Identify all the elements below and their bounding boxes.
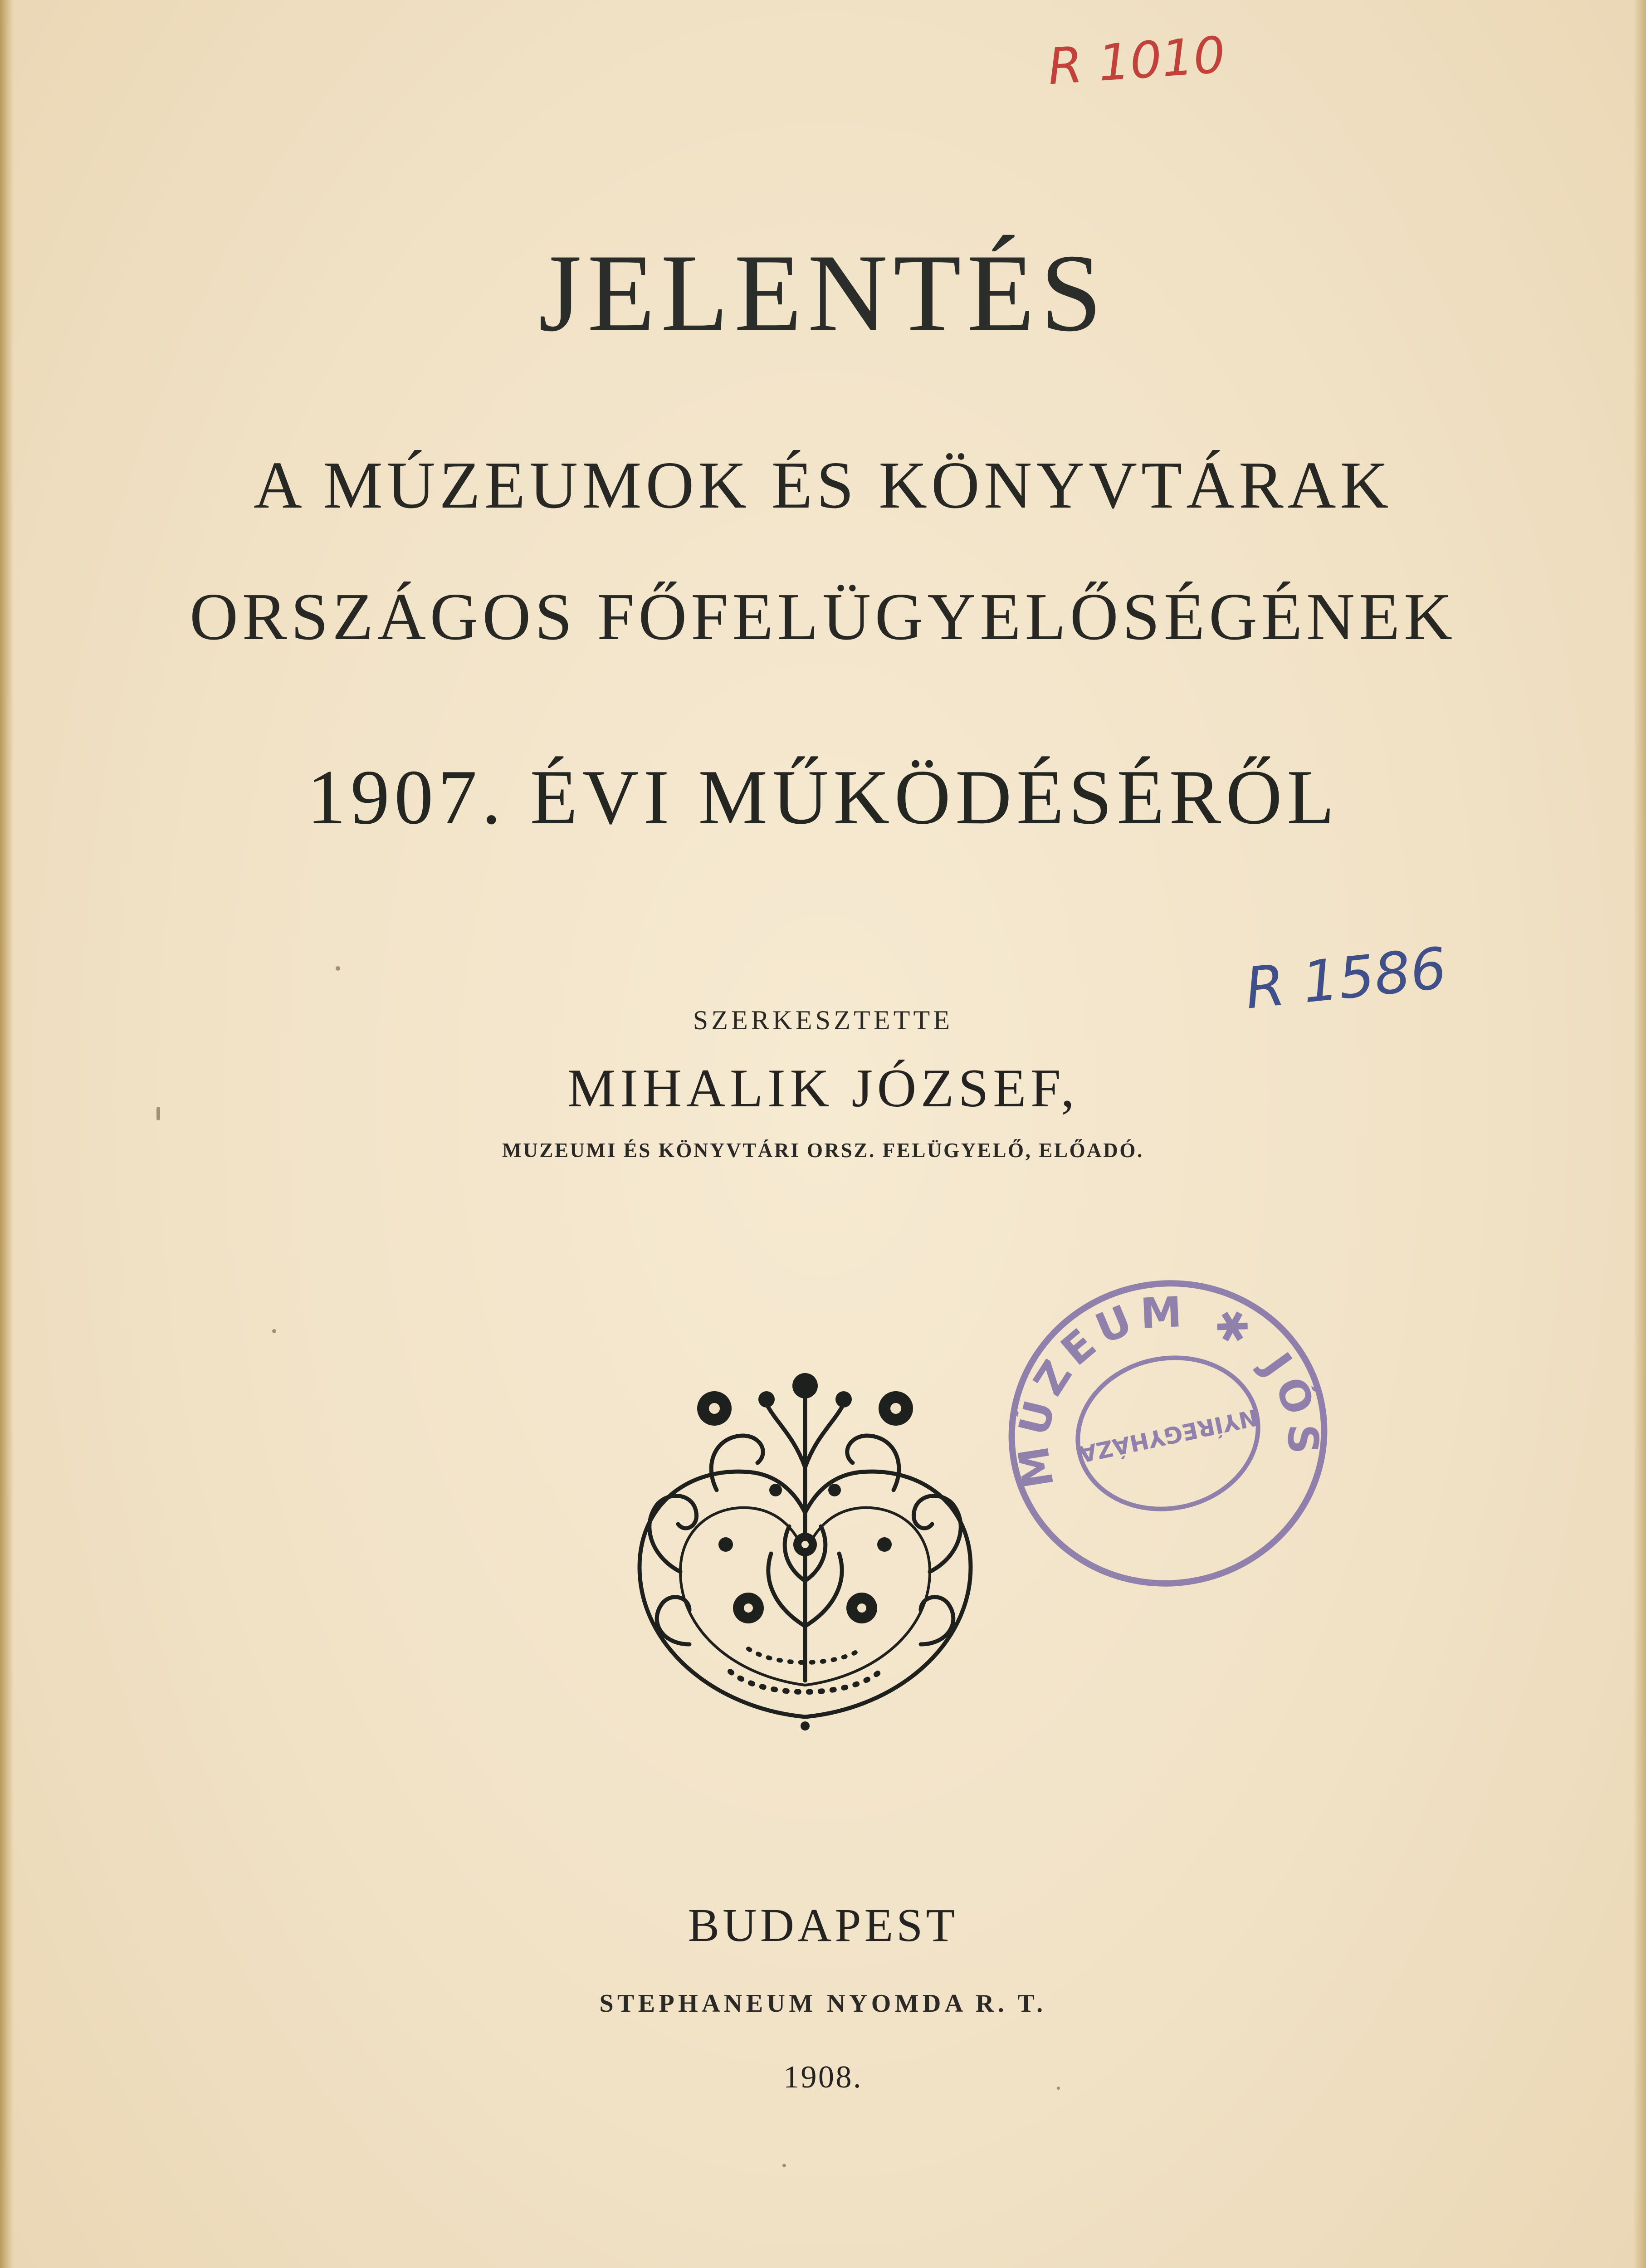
imprint-printer: STEPHANEUM NYOMDA R. T. [599, 1989, 1047, 2018]
paper-speck [156, 1107, 160, 1120]
editor-role: MUZEUMI ÉS KÖNYVTÁRI ORSZ. FELÜGYELŐ, ELŐADÓ. [502, 1139, 1144, 1162]
museum-stamp [998, 1270, 1338, 1597]
stamp-center-text: NYÍREGYHÁZA [1076, 1403, 1260, 1467]
imprint-city: BUDAPEST [688, 1899, 958, 1951]
floral-ornament [612, 1354, 998, 1735]
editor-name: MIHALIK JÓZSEF, [567, 1058, 1079, 1118]
svg-text:MÚZEUM ✱ JÓSA ANDRÁS [998, 1270, 1337, 1531]
subtitle-line-2: ORSZÁGOS FŐFELÜGYELŐSÉGÉNEK [190, 580, 1456, 654]
subtitle-line-3: 1907. ÉVI MŰKÖDÉSÉRŐL [307, 754, 1339, 841]
paper-speck [1057, 2087, 1060, 2090]
paper-speck [272, 1329, 276, 1333]
paper-speck [782, 2164, 786, 2167]
paper-speck [336, 966, 340, 971]
imprint-year: 1908. [783, 2060, 863, 2095]
page-title: JELENTÉS [538, 231, 1108, 354]
handwritten-side-note: R 1586 [1242, 935, 1450, 1022]
stamp-ring-text: MÚZEUM ✱ JÓSA [1008, 1287, 1328, 1492]
subtitle-line-1: A MÚZEUMOK ÉS KÖNYVTÁRAK [253, 448, 1393, 523]
handwritten-top-note: R 1010 [1046, 25, 1227, 96]
editor-label: SZERKESZTETTE [693, 1005, 953, 1035]
